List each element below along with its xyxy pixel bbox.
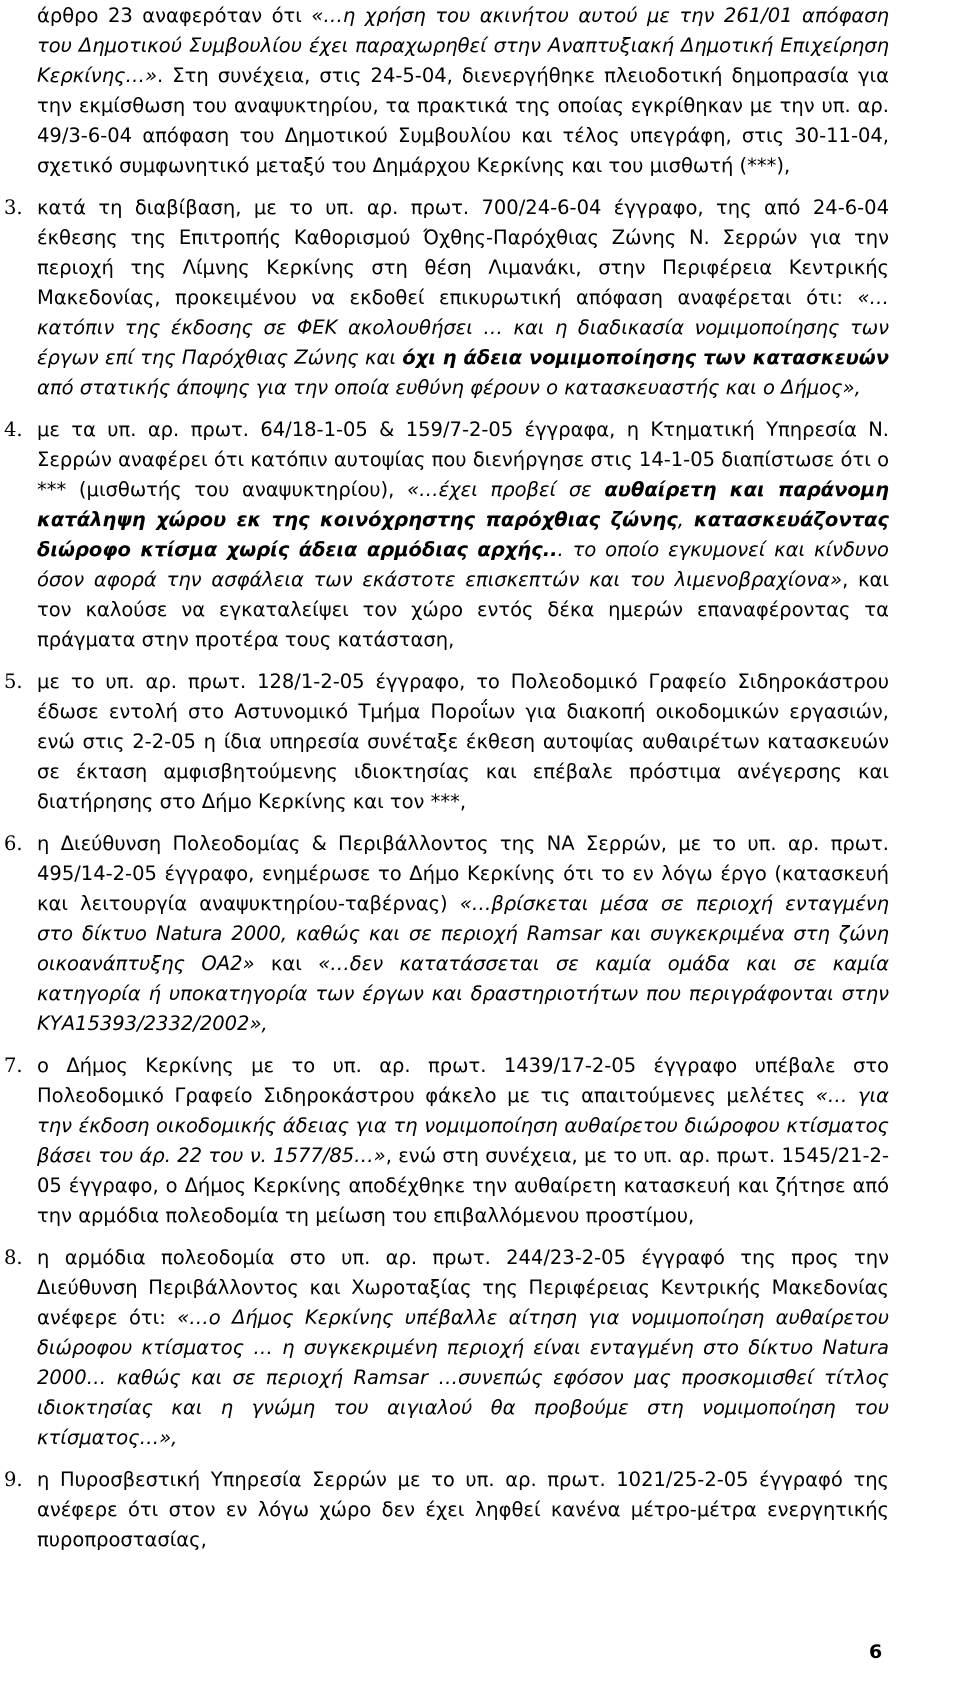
- text-run: κατασκευάζοντας διώροφο κτίσμα χωρίς άδεια αρμόδιας αρχής..: [37, 508, 889, 561]
- text-run: από στατικής άποψης για την οποία ευθύνη φέρουν ο κατασκευαστής και ο Δήμος»,: [37, 376, 861, 399]
- page-number: 6: [869, 1641, 883, 1663]
- text-run: . το οποίο εγκυμονεί και κίνδυνο όσον αφορά την ασφάλεια των εκάστοτε επισκεπτών και του λιμενοβραχίονα»: [37, 538, 889, 591]
- text-run: όχι η άδεια νομιμοποίησης των κατασκευών: [402, 346, 889, 369]
- list-item-text: [37, 829, 889, 1039]
- text-run: , και τον καλούσε να εγκαταλείψει τον χώρο εντός δέκα ημερών επαναφέροντας τα πράγματα στην προτέρα τους κατάσταση,: [37, 568, 889, 651]
- list-item-text: [37, 1243, 889, 1453]
- text-run: η Διεύθυνση Πολεοδομίας & Περιβάλλοντος της ΝΑ Σερρών, με το υπ. αρ. πρωτ. 495/14-2-05 έγγραφο, ενημέρωσε το Δήμο Κερκίνης ότι το εν λόγω έργο (κατασκευή και λειτουργία αναψυκτηρίου-ταβέρνας): [37, 832, 889, 915]
- list-item-8: [4, 1243, 889, 1453]
- text-run: «…ο Δήμος Κερκίνης υπέβαλλε αίτηση για νομιμοποίηση αυθαίρετου διώροφου κτίσματος … η συγκεκριμένη περιοχή είναι ενταγμένη στο δίκτυο Natura 2000… καθώς και σε περιοχή Ramsar …συνεπώς εφόσον μας προσκομισθεί τίτλος ιδιοκτησίας και η γνώμη του αιγιαλού θα προβούμε στη νομιμοποίηση του κτίσματος…»,: [37, 1306, 889, 1449]
- list-item-text: [37, 415, 889, 655]
- text-run: «…έχει προβεί σε: [407, 478, 605, 501]
- list-number: 4.: [4, 418, 23, 441]
- list-number: 5.: [4, 670, 23, 693]
- text-run: κατά τη διαβίβαση, με το υπ. αρ. πρωτ. 700/24-6-04 έγγραφο, της από 24-6-04 έκθεσης της Επιτροπής Καθορισμού Όχθης-Παρόχθιας Ζώνης Ν. Σερρών για την περιοχή της Λίμνης Κερκίνης στη θέση Λιμανάκι, στην Περιφέρεια Κεντρικής Μακεδονίας, προκειμένου να εκδοθεί επικυρωτική απόφαση αναφέρεται ότι:: [37, 196, 889, 309]
- text-run: ,: [677, 508, 694, 531]
- intro-paragraph: [37, 0, 889, 181]
- text-run: «…κατόπιν της έκδοσης σε ΦΕΚ ακολουθήσει … και η διαδικασία νομιμοποίησης των έργων επί της Παρόχθιας Ζώνης και: [37, 286, 889, 369]
- text-run: , ενώ στη συνέχεια, με το υπ. αρ. πρωτ. 1545/21-2-05 έγγραφο, ο Δήμος Κερκίνης αποδέχθηκε την αυθαίρετη κατασκευή και ζήτησε από την αρμόδια πολεοδομία τη μείωση του επιβαλλόμενου προστίμου,: [37, 1144, 889, 1227]
- text-run: η αρμόδια πολεοδομία στο υπ. αρ. πρωτ. 244/23-2-05 έγγραφό της προς την Διεύθυνση Περιβάλλοντος και Χωροταξίας της Περιφέρειας Κεντρικής Μακεδονίας ανέφερε ότι:: [37, 1246, 889, 1329]
- list-item-text: [37, 1051, 889, 1231]
- list-number: 3.: [4, 196, 23, 219]
- text-run: η Πυροσβεστική Υπηρεσία Σερρών με το υπ. αρ. πρωτ. 1021/25-2-05 έγγραφό της ανέφερε ότι στον εν λόγω χώρο δεν έχει ληφθεί κανένα μέτρο-μέτρα ενεργητικής πυροπροστασίας,: [37, 1468, 889, 1551]
- text-run: . Στη συνέχεια, στις 24-5-04, διενεργήθηκε πλειοδοτική δημοπρασία για την εκμίσθωση του αναψυκτηρίου, τα πρακτικά της οποίας εγκρίθηκαν με την υπ. αρ. 49/3-6-04 απόφαση του Δημοτικού Συμβουλίου και τέλος υπεγράφη, στις 30-11-04, σχετικό συμφωνητικό μεταξύ του Δημάρχου Κερκίνης και του μισθωτή (***),: [37, 64, 889, 177]
- text-run: «…δεν κατατάσσεται σε καμία ομάδα και σε καμία κατηγορία ή υποκατηγορία των έργων και δραστηριοτήτων που περιγράφονται στην ΚΥΑ15393/2332/2002»,: [37, 952, 889, 1035]
- text-run: άρθρο 23 αναφερόταν ότι: [37, 4, 312, 27]
- list-item-text: [37, 667, 889, 817]
- text-run: και: [254, 952, 319, 975]
- list-number: 8.: [4, 1246, 23, 1269]
- text-run: «… για την έκδοση οικοδομικής άδειας για τη νομιμοποίηση αυθαίρετου διώροφου κτίσματος βάσει του άρ. 22 του ν. 1577/85…»: [37, 1084, 889, 1167]
- document-body: [4, 0, 889, 1555]
- list-item-6: [4, 829, 889, 1039]
- text-run: με το υπ. αρ. πρωτ. 128/1-2-05 έγγραφο, το Πολεοδομικό Γραφείο Σιδηροκάστρου έδωσε εντολή στο Αστυνομικό Τμήμα Ποροΐων για διακοπή οικοδομικών εργασιών, ενώ στις 2-2-05 η ίδια υπηρεσία συνέταξε έκθεση αυτοψίας αυθαιρέτων κατασκευών σε έκταση αμφισβητούμενης ιδιοκτησίας και επέβαλε πρόστιμα ανέγερσης και διατήρησης στο Δήμο Κερκίνης και τον ***,: [37, 670, 889, 813]
- list-item-text: [37, 193, 889, 403]
- text-run: με τα υπ. αρ. πρωτ. 64/18-1-05 & 159/7-2-05 έγγραφα, η Κτηματική Υπηρεσία Ν. Σερρών αναφέρει ότι κατόπιν αυτοψίας που διενήργησε στις 14-1-05 διαπίστωσε ότι ο *** (μισθωτής του αναψυκτηρίου),: [37, 418, 889, 501]
- text-run: «…βρίσκεται μέσα σε περιοχή ενταγμένη στο δίκτυο Natura 2000, καθώς και σε περιοχή Ramsar και συγκεκριμένα στη ζώνη οικοανάπτυξης ΟΑ2»: [37, 892, 889, 975]
- text-run: ο Δήμος Κερκίνης με το υπ. αρ. πρωτ. 1439/17-2-05 έγγραφο υπέβαλε στο Πολεοδομικό Γραφείο Σιδηροκάστρου φάκελο με τις απαιτούμενες μελέτες: [37, 1054, 889, 1107]
- list-item-7: [4, 1051, 889, 1231]
- list-number: 9.: [4, 1468, 23, 1491]
- list-item-5: [4, 667, 889, 817]
- text-run: «…η χρήση του ακινήτου αυτού με την 261/01 απόφαση του Δημοτικού Συμβουλίου έχει παραχωρηθεί στην Αναπτυξιακή Δημοτική Επιχείρηση Κερκίνης…»: [37, 4, 889, 87]
- list-number: 7.: [4, 1054, 23, 1077]
- list-item-text: [37, 1465, 889, 1555]
- list-number: 6.: [4, 832, 23, 855]
- list-item-4: [4, 415, 889, 655]
- list-item-9: [4, 1465, 889, 1555]
- text-run: αυθαίρετη και παράνομη κατάληψη χώρου εκ της κοινόχρηστης παρόχθιας ζώνης: [37, 478, 889, 531]
- list-item-3: [4, 193, 889, 403]
